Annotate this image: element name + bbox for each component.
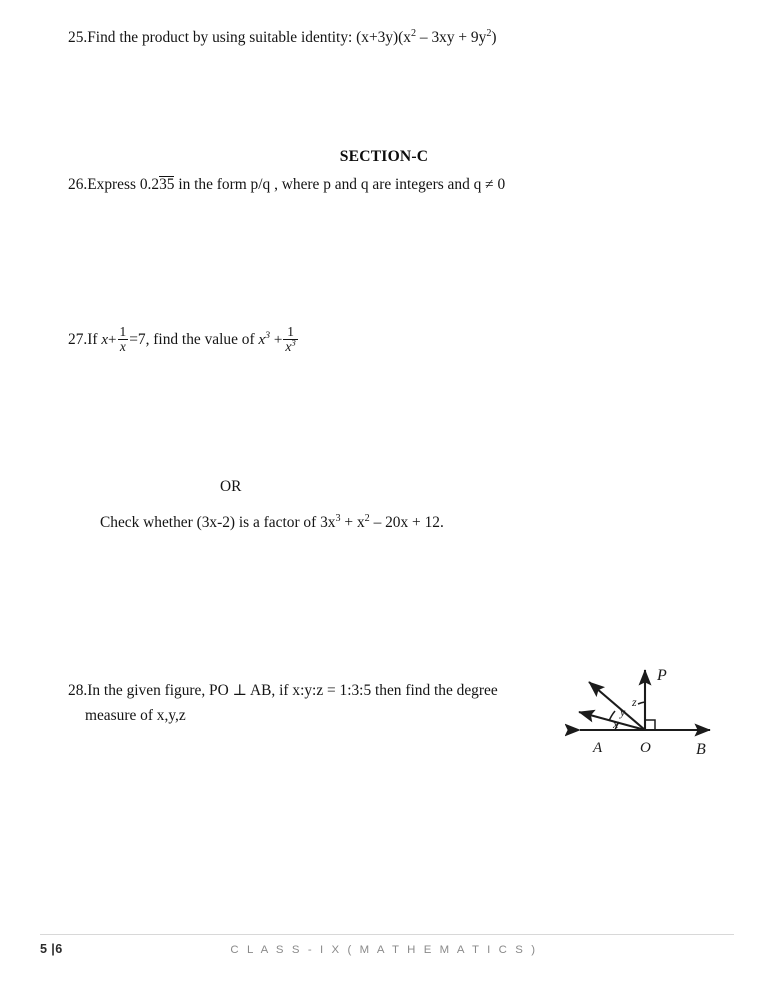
alternative-text-c: – 20x + 12. bbox=[369, 514, 444, 531]
figure-label-b: B bbox=[696, 741, 706, 758]
question-28-line-2: measure of x,y,z bbox=[85, 706, 186, 724]
question-27-number: 27. bbox=[68, 330, 88, 348]
footer-divider bbox=[40, 934, 734, 935]
question-25-exponent-2: 2 bbox=[486, 27, 492, 39]
figure-label-angle-z: z bbox=[632, 695, 637, 709]
question-27-fraction-1 bbox=[118, 325, 129, 354]
question-27-fraction-2 bbox=[283, 325, 297, 354]
question-27-alternative bbox=[100, 512, 444, 534]
or-separator: OR bbox=[220, 478, 242, 495]
figure-label-angle-x: x bbox=[613, 717, 619, 731]
question-26-number: 26. bbox=[68, 176, 88, 193]
question-27 bbox=[68, 325, 299, 354]
question-26 bbox=[68, 174, 505, 196]
fraction-1-numerator: 1 bbox=[119, 324, 127, 339]
question-27-variable-x-cubed bbox=[258, 329, 271, 348]
question-26-repeating-digits: 35 bbox=[159, 176, 175, 193]
question-25-text-before: Find the product by using suitable identity: (x+3y)(x bbox=[87, 29, 411, 46]
question-27-exponent-3: 3 bbox=[265, 329, 271, 341]
alternative-exponent-1: 3 bbox=[335, 512, 341, 524]
figure-label-angle-y: y bbox=[620, 705, 626, 719]
figure-label-o: O bbox=[640, 740, 651, 756]
footer-page-number: 5 |6 bbox=[40, 942, 63, 956]
fraction-2-denominator-base: x bbox=[285, 338, 292, 354]
question-25 bbox=[68, 27, 497, 49]
question-25-number: 25. bbox=[68, 29, 88, 46]
question-25-exponent-1: 2 bbox=[410, 27, 417, 39]
fraction-2-denominator bbox=[283, 339, 297, 354]
question-27-equals-text: =7, find the value of bbox=[129, 330, 255, 348]
question-27-plus-2: + bbox=[273, 331, 283, 348]
alternative-exponent-2: 2 bbox=[364, 512, 370, 524]
question-28-line-1: In the given figure, PO ⊥ AB, if x:y:z = 1:3:5 then find the degree bbox=[87, 682, 498, 699]
question-25-text bbox=[87, 29, 496, 46]
alternative-text-b: + x bbox=[340, 514, 365, 531]
fraction-2-numerator: 1 bbox=[287, 324, 294, 339]
fraction-1-denominator: x bbox=[118, 339, 129, 354]
geometry-figure bbox=[565, 648, 730, 776]
question-28-number: 28. bbox=[68, 682, 88, 699]
question-25-text-mid: – 3xy + 9y bbox=[416, 29, 487, 46]
question-27-variable-x2: x bbox=[258, 331, 266, 348]
question-28 bbox=[68, 679, 568, 729]
figure-label-p: P bbox=[657, 667, 667, 684]
question-27-variable-x: x bbox=[101, 331, 109, 348]
question-26-text-after: in the form p/q , where p and q are integers and q ≠ 0 bbox=[174, 176, 506, 193]
question-27-if-label: If bbox=[87, 330, 98, 348]
question-26-text-before: Express 0.2 bbox=[87, 176, 160, 193]
section-c-heading: SECTION-C bbox=[339, 148, 429, 165]
footer-subject-title: C L A S S - I X ( M A T H E M A T I C S ) bbox=[230, 944, 538, 956]
right-angle-mark bbox=[645, 720, 655, 730]
alternative-text-a: Check whether (3x-2) is a factor of 3x bbox=[100, 514, 336, 531]
question-27-plus-1: + bbox=[108, 331, 117, 348]
question-25-text-after: ) bbox=[491, 29, 497, 46]
fraction-2-denominator-exponent: 3 bbox=[291, 337, 296, 348]
angle-diagram-svg bbox=[565, 648, 730, 776]
figure-label-a: A bbox=[593, 740, 603, 756]
